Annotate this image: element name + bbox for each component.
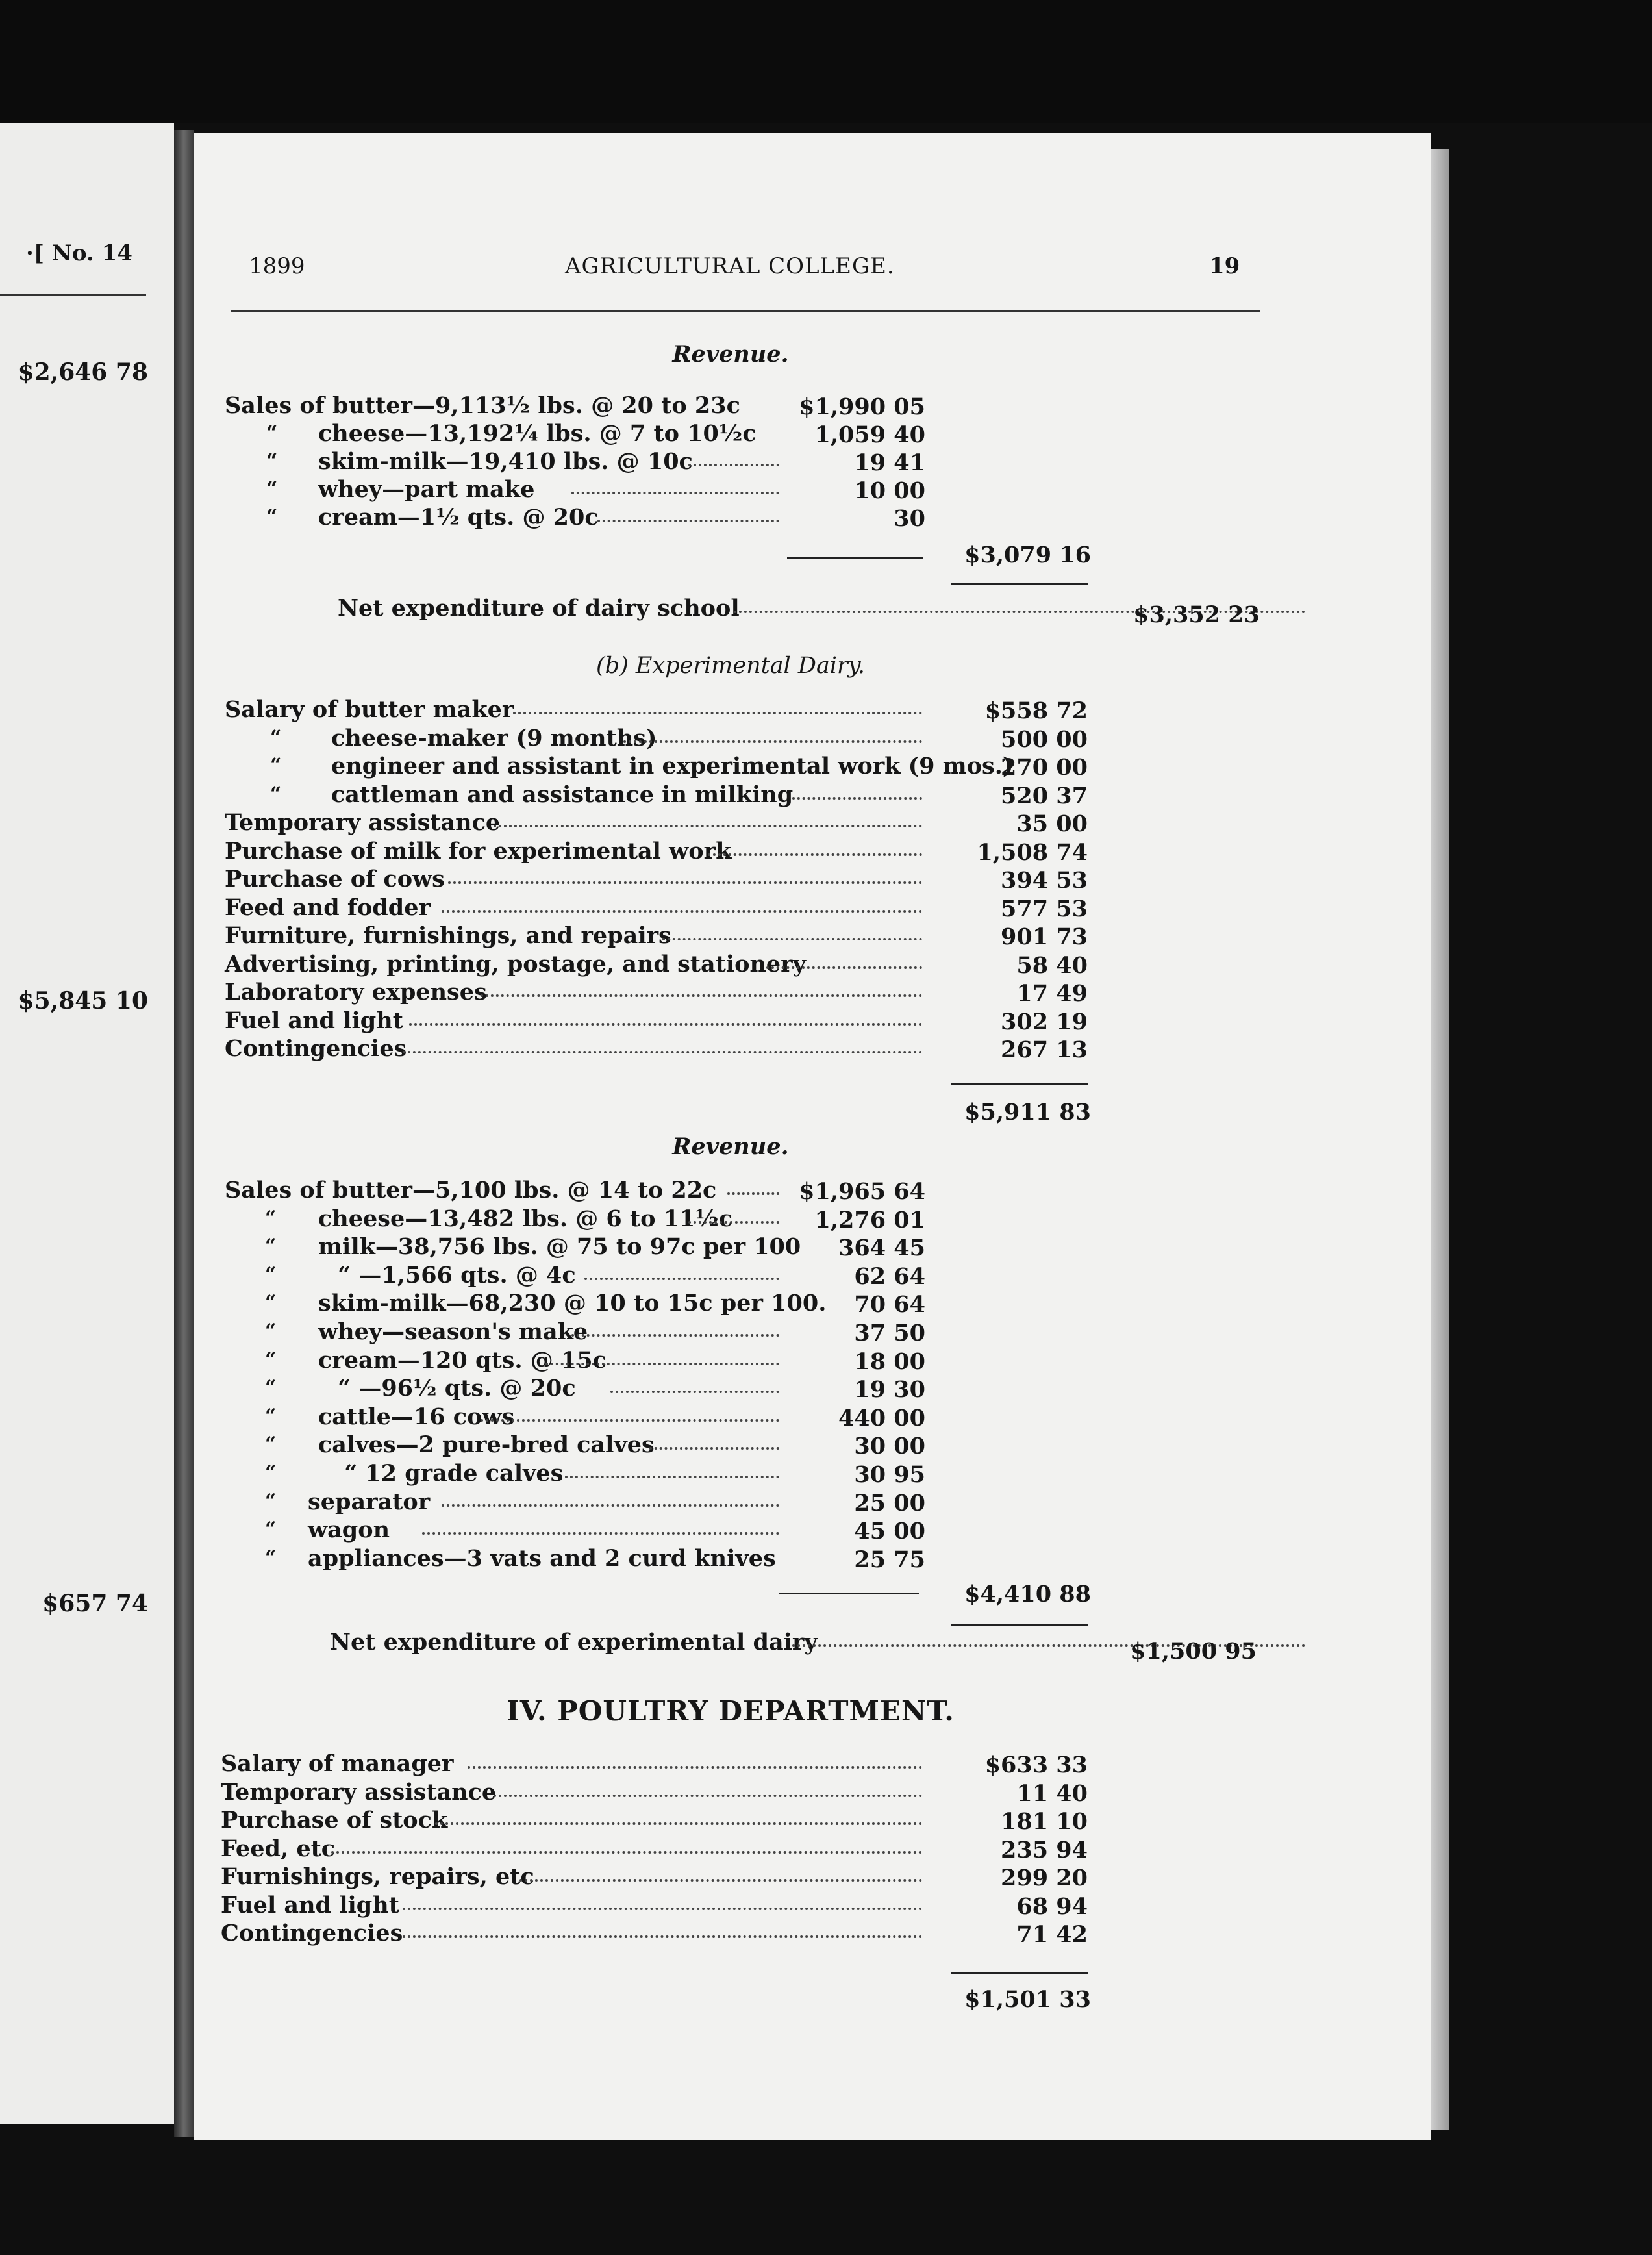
poultry-label: Furnishings, repairs, etc — [221, 1863, 534, 1890]
revenue-2-amount: 25 75 — [854, 1546, 925, 1573]
subtotal-rule — [951, 1083, 1088, 1085]
ditto-mark: “ — [265, 1235, 277, 1258]
experimental-dairy-label: Furniture, furnishings, and repairs — [225, 922, 671, 949]
revenue-2-label: “ —1,566 qts. @ 4c — [338, 1261, 576, 1289]
experimental-dairy-label: Purchase of cows — [225, 866, 445, 892]
poultry-total: $1,501 33 — [964, 1986, 1091, 2013]
leader-dots — [584, 1278, 779, 1280]
leader-dots — [708, 853, 922, 856]
revenue-2-amount: 37 50 — [854, 1320, 925, 1346]
leader-dots — [766, 966, 922, 969]
leader-dots — [442, 910, 922, 913]
leader-dots — [597, 520, 779, 522]
poultry-label: Feed, etc — [221, 1835, 336, 1862]
revenue-1-label: Sales of butter—9,113½ lbs. @ 20 to 23c — [225, 392, 740, 419]
revenue-2-label: whey—season's make — [318, 1318, 588, 1345]
experimental-dairy-label: cattleman and assistance in milking — [331, 781, 794, 808]
revenue-2-amount: 19 30 — [854, 1376, 925, 1404]
left-page-header: ·[ No. 14 — [26, 240, 132, 266]
leader-dots — [442, 1504, 779, 1507]
ditto-mark: “ — [270, 782, 282, 805]
film-backdrop — [0, 0, 1652, 123]
revenue-1-row — [221, 504, 1130, 533]
ditto-mark: “ — [265, 1320, 277, 1342]
leader-dots — [481, 1419, 779, 1422]
experimental-dairy-amount: 17 49 — [1016, 980, 1088, 1007]
ditto-mark: “ — [266, 505, 278, 528]
experimental-dairy-label: Advertising, printing, postage, and stationery — [225, 950, 806, 977]
revenue-1-amount: 30 — [894, 505, 925, 532]
leader-dots — [403, 1935, 922, 1938]
revenue-2-row — [221, 1404, 1130, 1432]
leader-dots — [565, 1476, 779, 1478]
experimental-dairy-label: Fuel and light — [225, 1007, 403, 1034]
experimental-dairy-amount: 1,508 74 — [977, 838, 1088, 866]
ditto-mark: “ — [265, 1518, 277, 1541]
left-page-rule — [0, 294, 146, 296]
experimental-dairy-amount: 901 73 — [1001, 924, 1088, 950]
revenue-2-row — [221, 1517, 1130, 1545]
revenue-2-label: appliances—3 vats and 2 curd knives — [308, 1544, 776, 1572]
revenue-1-label: cheese—13,192¼ lbs. @ 7 to 10½c — [318, 420, 757, 447]
revenue-2-amount: 1,276 01 — [814, 1206, 925, 1233]
experimental-dairy-amount: 58 40 — [1016, 951, 1088, 979]
revenue-1-row — [221, 448, 1130, 477]
poultry-department-heading: IV. POULTRY DEPARTMENT. — [507, 1695, 955, 1727]
poultry-amount: 68 94 — [1016, 1893, 1088, 1920]
ditto-mark: “ — [265, 1376, 277, 1400]
ditto-mark: “ — [266, 422, 278, 444]
leader-dots — [662, 938, 922, 940]
subtotal-rule — [951, 1972, 1088, 1974]
leader-dots — [494, 825, 922, 827]
leader-dots — [481, 994, 922, 997]
leader-dots — [792, 797, 922, 800]
experimental-dairy-amount: 35 00 — [1016, 811, 1088, 837]
experimental-dairy-label: Salary of butter maker — [225, 696, 514, 723]
ditto-mark: “ — [265, 1348, 277, 1371]
experimental-dairy-label: cheese-maker (9 months) — [331, 724, 657, 751]
poultry-amount: 181 10 — [1001, 1808, 1088, 1835]
experimental-dairy-label: engineer and assistant in experimental work (9 mos.) — [331, 753, 1014, 779]
revenue-2-amount: 70 64 — [854, 1291, 925, 1318]
revenue-1-amount: 10 00 — [854, 477, 925, 504]
net-dairy-school-amount: $3,352 23 — [1133, 601, 1260, 628]
leader-dots — [494, 1795, 922, 1797]
revenue-2-label: milk—38,756 lbs. @ 75 to 97c per 100 — [318, 1233, 801, 1261]
leader-dots — [571, 1334, 779, 1337]
leader-dots — [649, 1447, 779, 1450]
poultry-label: Salary of manager — [221, 1750, 454, 1777]
revenue-2-total: $4,410 88 — [964, 1581, 1091, 1607]
total-rule — [951, 1624, 1088, 1626]
leader-dots — [448, 881, 922, 884]
experimental-dairy-label: Laboratory expenses — [225, 979, 487, 1005]
ditto-mark: “ — [270, 754, 282, 777]
poultry-amount: 11 40 — [1016, 1780, 1088, 1807]
revenue-1-row — [221, 392, 1130, 421]
revenue-2-amount: 30 00 — [854, 1433, 925, 1460]
revenue-2-row — [221, 1290, 1130, 1318]
left-page-fragment — [0, 123, 174, 2124]
poultry-label: Temporary assistance — [221, 1778, 497, 1806]
leader-dots — [513, 712, 922, 714]
ditto-mark: “ — [265, 1404, 277, 1428]
leader-dots — [727, 1192, 779, 1195]
ditto-mark: “ — [265, 1291, 277, 1315]
revenue-2-row — [221, 1545, 1130, 1574]
ditto-mark: “ — [265, 1263, 277, 1286]
leader-dots — [331, 1851, 922, 1854]
experimental-dairy-amount: 270 00 — [1001, 754, 1088, 781]
revenue-2-row — [221, 1318, 1130, 1347]
revenue-2-amount: 18 00 — [854, 1348, 925, 1375]
experimental-dairy-heading: (b) Experimental Dairy. — [596, 653, 865, 679]
experimental-dairy-amount: 500 00 — [1001, 725, 1088, 753]
page-year: 1899 — [249, 253, 305, 279]
revenue-2-row — [221, 1347, 1130, 1376]
poultry-amount: 235 94 — [1001, 1836, 1088, 1863]
leader-dots — [403, 1051, 922, 1053]
subtotal-rule — [787, 557, 923, 559]
net-dairy-school-row — [221, 595, 1130, 624]
total-rule — [951, 583, 1088, 585]
experimental-dairy-label: Feed and fodder — [225, 894, 431, 921]
left-page-amount: $5,845 10 — [18, 987, 148, 1014]
poultry-label: Purchase of stock — [221, 1807, 448, 1833]
revenue-1-amount: $1,990 05 — [799, 394, 925, 420]
left-page-amount: $657 74 — [42, 1590, 148, 1617]
revenue-2-label: “ —96½ qts. @ 20c — [338, 1375, 576, 1402]
experimental-dairy-label: Purchase of milk for experimental work — [225, 837, 732, 864]
page-number: 19 — [1209, 253, 1240, 279]
ditto-mark: “ — [270, 725, 282, 749]
subtotal-rule — [779, 1593, 919, 1594]
leader-dots — [422, 1532, 779, 1535]
revenue-2-row — [221, 1177, 1130, 1205]
revenue-2-label: cream—120 qts. @ 15c — [318, 1346, 607, 1374]
revenue-2-row — [221, 1233, 1130, 1262]
revenue-2-amount: $1,965 64 — [799, 1178, 925, 1205]
revenue-1-total: $3,079 16 — [964, 542, 1091, 568]
revenue-2-label: separator — [308, 1488, 431, 1515]
revenue-2-amount: 62 64 — [854, 1263, 925, 1290]
ditto-mark: “ — [266, 477, 278, 500]
ditto-mark: “ — [265, 1546, 277, 1569]
leader-dots — [403, 1908, 922, 1910]
leader-dots — [610, 1391, 779, 1393]
experimental-dairy-total: $5,911 83 — [964, 1099, 1091, 1126]
ditto-mark: “ — [265, 1433, 277, 1456]
revenue-2-label: wagon — [308, 1517, 390, 1544]
poultry-label: Contingencies — [221, 1920, 403, 1946]
experimental-dairy-label: Contingencies — [225, 1035, 407, 1062]
leader-dots — [623, 740, 922, 743]
leader-dots — [468, 1766, 922, 1769]
experimental-dairy-label: Temporary assistance — [225, 809, 501, 836]
leader-dots — [688, 464, 779, 466]
revenue-2-label: calves—2 pure-bred calves — [318, 1431, 655, 1459]
poultry-amount: 71 42 — [1016, 1921, 1088, 1948]
revenue-2-amount: 45 00 — [854, 1518, 925, 1545]
leader-dots — [519, 1879, 922, 1882]
revenue-2-amount: 30 95 — [854, 1461, 925, 1488]
revenue-heading: Revenue. — [672, 1133, 789, 1160]
revenue-2-label: cattle—16 cows — [318, 1403, 515, 1430]
leader-dots — [545, 1363, 779, 1365]
revenue-2-amount: 25 00 — [854, 1489, 925, 1517]
net-dairy-school-label: Net expenditure of dairy school — [338, 595, 740, 622]
revenue-2-label: “ 12 grade calves — [344, 1460, 564, 1487]
revenue-2-label: Sales of butter—5,100 lbs. @ 14 to 22c — [225, 1177, 717, 1203]
revenue-2-row — [221, 1205, 1130, 1234]
revenue-2-row — [221, 1431, 1130, 1460]
revenue-2-row — [221, 1262, 1130, 1291]
revenue-2-amount: 364 45 — [838, 1235, 925, 1262]
ditto-mark: “ — [266, 449, 278, 472]
experimental-dairy-amount: $558 72 — [984, 698, 1088, 724]
revenue-2-row — [221, 1489, 1130, 1517]
leader-dots — [688, 1221, 779, 1224]
ditto-mark: “ — [265, 1461, 277, 1484]
ditto-mark: “ — [265, 1206, 277, 1229]
poultry-amount: 299 20 — [1001, 1865, 1088, 1891]
ditto-mark: “ — [265, 1489, 277, 1513]
left-page-amount: $2,646 78 — [18, 359, 148, 386]
revenue-1-amount: 19 41 — [854, 449, 925, 476]
revenue-2-label: skim-milk—68,230 @ 10 to 15c per 100. — [318, 1290, 827, 1317]
revenue-2-row — [221, 1460, 1130, 1489]
header-rule — [231, 310, 1260, 312]
revenue-1-label: skim-milk—19,410 lbs. @ 10c — [318, 448, 693, 475]
net-experimental-dairy-row — [221, 1629, 1130, 1657]
revenue-2-row — [221, 1375, 1130, 1404]
leader-dots — [571, 492, 779, 494]
page-title: AGRICULTURAL COLLEGE. — [565, 253, 895, 279]
experimental-dairy-amount: 302 19 — [1001, 1008, 1088, 1035]
experimental-dairy-amount: 267 13 — [1001, 1037, 1088, 1063]
leader-dots — [435, 1822, 922, 1825]
net-experimental-dairy-label: Net expenditure of experimental dairy — [330, 1629, 818, 1656]
poultry-label: Fuel and light — [221, 1891, 399, 1919]
experimental-dairy-amount: 394 53 — [1001, 867, 1088, 894]
revenue-heading: Revenue. — [672, 341, 789, 368]
leader-dots — [409, 1023, 922, 1026]
revenue-2-label: cheese—13,482 lbs. @ 6 to 11½c — [318, 1205, 733, 1232]
revenue-1-amount: 1,059 40 — [814, 422, 925, 448]
experimental-dairy-amount: 577 53 — [1001, 895, 1088, 922]
net-experimental-dairy-amount: $1,500 95 — [1130, 1638, 1257, 1665]
revenue-1-label: cream—1½ qts. @ 20c — [318, 504, 599, 531]
revenue-1-row — [221, 476, 1130, 505]
revenue-2-amount: 440 00 — [838, 1404, 925, 1431]
experimental-dairy-amount: 520 37 — [1001, 782, 1088, 809]
revenue-1-label: whey—part make — [318, 476, 535, 503]
poultry-amount: $633 33 — [984, 1752, 1088, 1778]
revenue-1-row — [221, 420, 1130, 449]
